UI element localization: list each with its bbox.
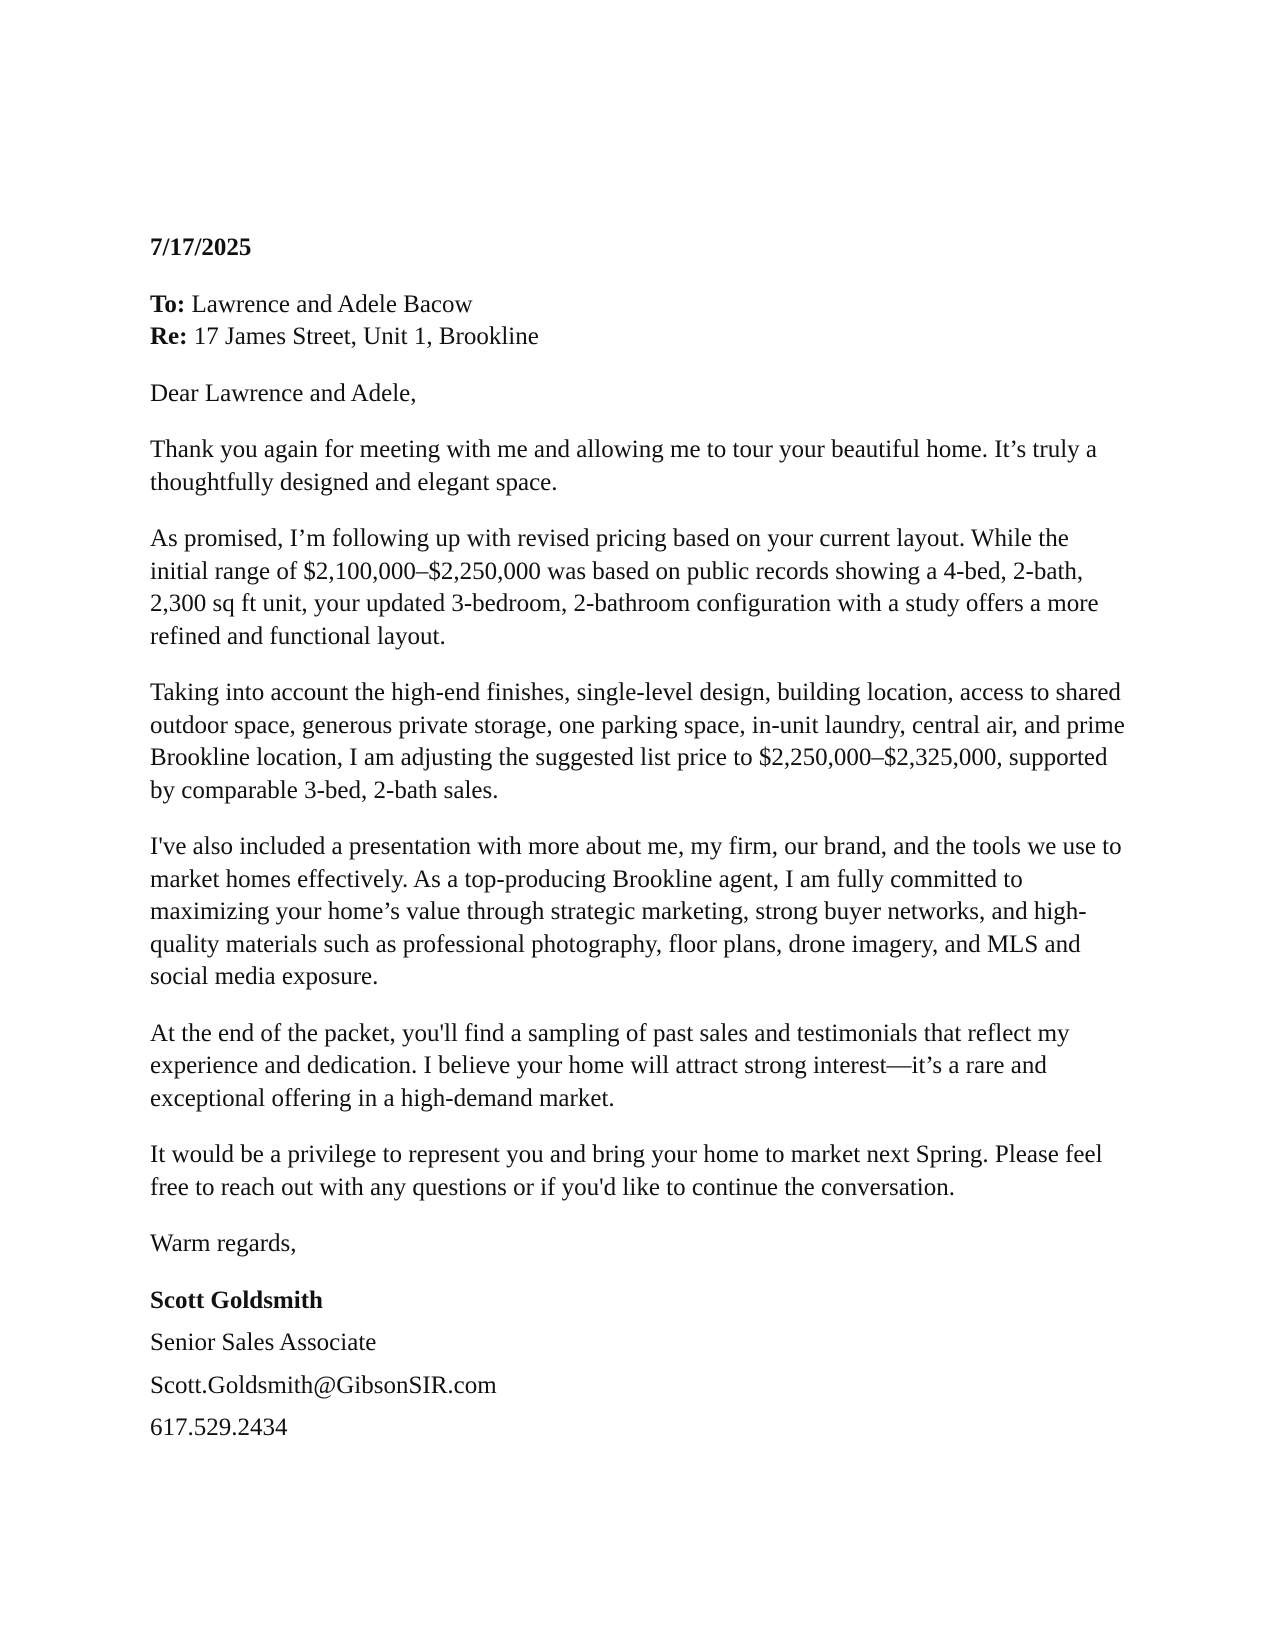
signature-block (150, 1285, 1130, 1445)
body-paragraph: I've also included a presentation with more about me, my firm, our brand, and the tools we use to market homes effectively. As a top-producing Brookline agent, I am fully committed to maximizing your home’s value through strategic marketing, strong buyer networks, and high-quality materials such as professional photography, floor plans, drone imagery, and MLS and social media exposure. (150, 833, 1122, 990)
letter (150, 232, 1130, 1455)
salutation: Dear Lawrence and Adele, (150, 379, 417, 407)
re-line (150, 321, 1130, 354)
body-paragraph: As promised, I’m following up with revised pricing based on your current layout. While the initial range of $2,100,000–$2,250,000 was based on public records showing a 4-bed, 2-bath, 2,300 sq ft unit, your updated 3-bedroom, 2-bathroom configuration with a study offers a more refined and functional layout. (150, 525, 1099, 650)
closing: Warm regards, (150, 1230, 297, 1257)
to-label: To: (150, 290, 186, 318)
body-paragraph: Thank you again for meeting with me and allowing me to tour your beautiful home. It’s truly a thoughtfully designed and elegant space. (150, 436, 1097, 496)
letter-header (150, 289, 1130, 354)
letter-date: 7/17/2025 (150, 234, 252, 261)
re-value: 17 James Street, Unit 1, Brookline (187, 323, 539, 350)
body-paragraph: It would be a privilege to represent you and bring your home to market next Spring. Please feel free to reach out with any questions or if you'd like to continue the conversation. (150, 1141, 1103, 1201)
body-paragraph: At the end of the packet, you'll find a sampling of past sales and testimonials that reflect my experience and dedication. I believe your home will attract strong interest—it’s a rare and exceptional offering in a high-demand market. (150, 1019, 1070, 1112)
signature-title: Senior Sales Associate (150, 1329, 377, 1356)
to-value: Lawrence and Adele Bacow (185, 290, 473, 318)
signature-email: Scott.Goldsmith@GibsonSIR.com (150, 1371, 497, 1399)
re-label: Re: (150, 323, 188, 350)
signature-phone: 617.529.2434 (150, 1414, 288, 1441)
signature-name: Scott Goldsmith (150, 1286, 323, 1314)
body-paragraph: Taking into account the high-end finishes, single-level design, building location, access to shared outdoor space, generous private storage, one parking space, in-unit laundry, central air, and prime Brookline location, I am adjusting the suggested list price to $2,250,000–$2,325,000, supported by comparable 3-bed, 2-bath sales. (150, 679, 1125, 804)
to-line (150, 289, 1130, 322)
